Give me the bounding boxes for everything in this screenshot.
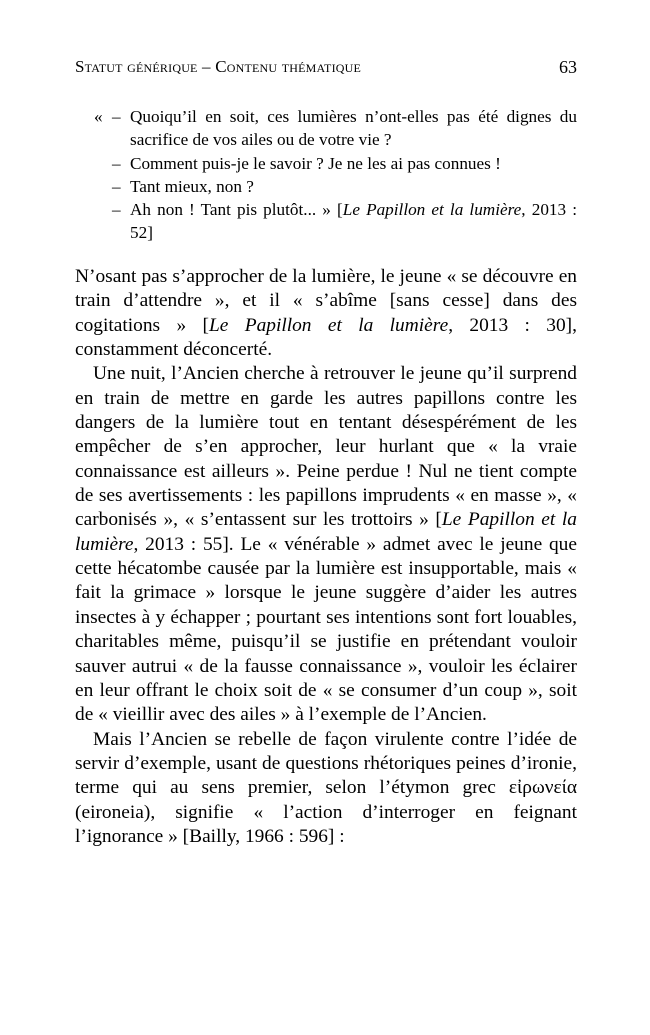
paragraph (75, 265, 577, 362)
quote-line-text: , 2013 : 52] (130, 200, 577, 243)
paragraph-text: , 2013 : 55]. Le « vénérable » admet avec le jeune que cette hécatombe causée par la lumière est insupportable, mais « fait la grimace » lorsque le jeune suggère d’aider les autres insectes à y échapper ; pourtant ses intentions sont fort louables, charitables même, puisqu’il se justifie en prétendant vouloir sauver autrui « de la fausse connaissance », vouloir les éclairer en leur offrant le choix soit de « se consumer d’un coup », soit de « vieillir avec des ailes » à l’exemple de l’Ancien. (75, 533, 577, 726)
quote-line (94, 175, 577, 198)
paragraph (75, 362, 577, 727)
running-title: Statut générique – Contenu thématique (75, 57, 362, 76)
paragraph: Mais l’Ancien se rebelle de façon virulente contre l’idée de servir d’exemple, usant de questions rhétoriques peines d’ironie, terme qui au sens premier, selon l’étymon grec εἰρωνεία (eironeia), signifie « l’action d’interroger en feignant l’ignorance » [Bailly, 1966 : 596] : (75, 728, 577, 847)
quote-line (94, 152, 577, 175)
quote-line (94, 105, 577, 152)
dialogue-quote (94, 105, 577, 245)
work-title: Le Papillon et la lumière (342, 200, 522, 220)
page-number: 63 (559, 57, 577, 77)
quote-line-text: Comment puis-je le savoir ? Je ne les ai pas connues ! (130, 153, 501, 173)
work-title: Le Papillon et la lumière (208, 314, 449, 336)
paragraph-text: N’osant pas s’approcher de la lumière, le jeune « se découvre en train d’attendre », et il « s’abîme [sans cesse] dans des cogitations » [ (75, 266, 577, 336)
quote-line-text: Tant mieux, non ? (130, 176, 254, 196)
quote-line-text: Quoiqu’il en soit, ces lumières n’ont-elles pas été dignes du sacrifice de vos ailes ou de votre vie ? (130, 107, 577, 150)
quote-line-text: Ah non ! Tant pis plutôt... » [ (130, 200, 343, 220)
dialogue-dash: – (112, 200, 121, 220)
opening-guillemet: « (94, 107, 103, 126)
body-text (75, 265, 577, 849)
work-title: Le Papillon et la lumière (75, 509, 577, 555)
paragraph-text: Une nuit, l’Ancien cherche à retrouver le jeune qu’il surprend en train de mettre en garde les autres papillons contre les dangers de la lumière tout en tentant désespérément de les empêcher de s’en approcher, leur hurlant que « la vraie connaissance est ailleurs ». Peine perdue ! Nul ne tient compte de ses avertissements : les papillons imprudents « en masse », « carbonisés », « s’entassent sur les trottoirs » [ (75, 363, 577, 531)
dialogue-dash: – (112, 176, 121, 196)
running-header (75, 54, 577, 80)
paragraph-text: , 2013 : 30], constamment déconcerté. (75, 314, 577, 361)
dialogue-dash: – (112, 107, 121, 126)
quote-line (94, 198, 577, 245)
dialogue-dash: – (112, 153, 121, 173)
